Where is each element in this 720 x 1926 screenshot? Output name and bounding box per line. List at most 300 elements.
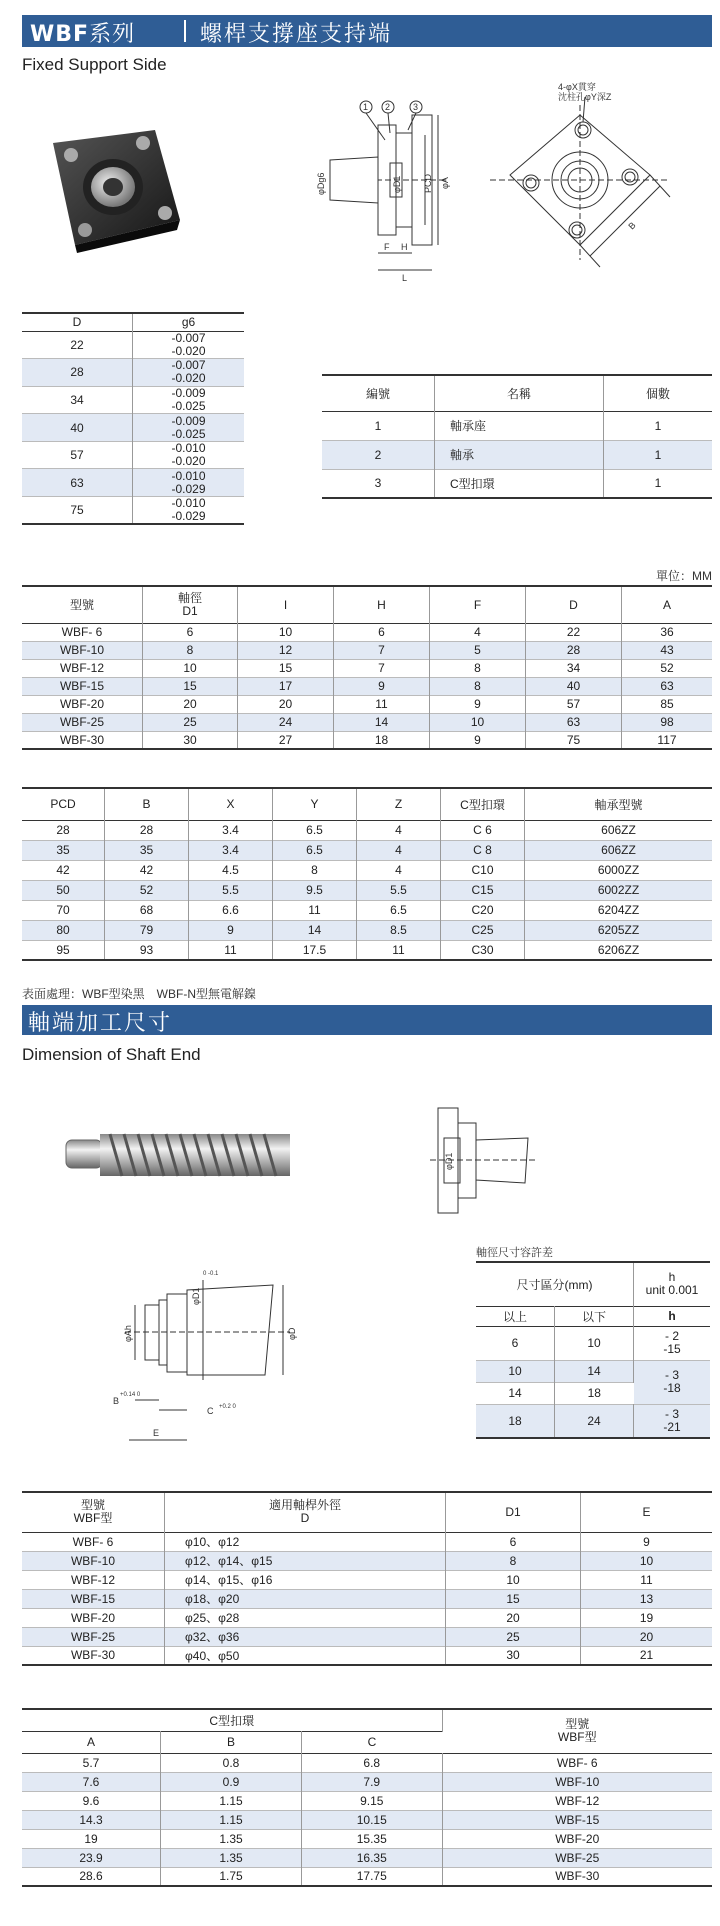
cell-ring-c: 15.35	[302, 1829, 443, 1848]
dim-shaft-e: E	[153, 1428, 160, 1438]
cell-g6	[133, 469, 245, 497]
cell-h-tol	[634, 1360, 711, 1404]
cell-pcd: 50	[22, 880, 105, 900]
cell-d: 28	[22, 359, 133, 387]
cell-z: 4	[357, 860, 441, 880]
cell-above: 6	[476, 1326, 555, 1360]
g6-lower: -0.029	[171, 481, 206, 496]
cell-e: 11	[640, 1572, 653, 1587]
section-title: 螺桿支撐座支持端	[200, 22, 393, 47]
cell-z: 6.5	[357, 900, 441, 920]
cell-ring-model: WBF-15	[555, 1812, 600, 1827]
g6-upper: -0.009	[171, 413, 206, 428]
cell-x: 4.5	[189, 860, 273, 880]
cell-bearing: 6205ZZ	[597, 923, 640, 937]
cell-model: WBF-10	[22, 641, 143, 659]
table-row	[476, 1404, 710, 1438]
cell-a: 98	[660, 715, 674, 729]
header-d1: D1	[182, 603, 198, 618]
table-row	[22, 713, 712, 731]
cell-a: 63	[660, 679, 674, 693]
table-row	[22, 695, 712, 713]
table-row	[22, 331, 244, 359]
cell-f: 5	[430, 641, 526, 659]
cell-ring-c: 7.9	[302, 1772, 443, 1791]
table-row	[22, 359, 244, 387]
cell-shaft-od: φ32、φ36	[165, 1627, 446, 1646]
table-row	[322, 440, 712, 469]
col-header-pcd: PCD	[22, 788, 105, 820]
col-header-i: I	[238, 586, 334, 623]
col-header-ring: C型扣環	[441, 788, 525, 820]
dimension-table-1	[22, 585, 712, 750]
cell-d: 57	[22, 441, 133, 469]
cell-h: 11	[334, 695, 430, 713]
cell-ring: C15	[441, 880, 525, 900]
header-model-cn: 型號	[80, 1498, 105, 1513]
cell-b: 28	[105, 820, 189, 840]
cell-ring-a: 14.3	[22, 1810, 161, 1829]
col-header-above: 以上	[476, 1306, 555, 1326]
cell-x: 6.6	[189, 900, 273, 920]
cell-y: 6.5	[273, 840, 357, 860]
table-row	[22, 1791, 712, 1810]
col-header-d1-2: D1	[446, 1492, 581, 1532]
table-row	[22, 1829, 712, 1848]
cell-f: 4	[430, 623, 526, 641]
cell-ring-a: 9.6	[22, 1791, 161, 1810]
cell-shaft-od: φ10、φ12	[165, 1532, 446, 1551]
cell-y: 9.5	[273, 880, 357, 900]
table-row	[322, 411, 712, 440]
cell-h: 6	[334, 623, 430, 641]
cell-e: 13	[639, 1591, 654, 1606]
cell-ring-b: 0.8	[161, 1753, 302, 1772]
cell-model: WBF-25	[22, 1627, 165, 1646]
cell-d: 63	[526, 713, 622, 731]
table-row	[322, 469, 712, 498]
cell-above: 14	[476, 1382, 555, 1404]
cell-model: WBF-15	[22, 1589, 165, 1608]
cell-d: 28	[526, 641, 622, 659]
g6-lower: -0.025	[171, 426, 206, 441]
cell-h: 14	[334, 713, 430, 731]
unit-note: 單位：MM	[656, 569, 712, 583]
cell-ring-model: WBF-12	[555, 1793, 600, 1808]
cell-model: WBF-30	[22, 731, 143, 749]
cell-d1: 10	[446, 1570, 581, 1589]
cell-a: 52	[660, 661, 674, 675]
cell-d: 75	[526, 731, 622, 749]
cell-pcd: 28	[22, 820, 105, 840]
table-row	[22, 1646, 712, 1665]
col-header-ring-c: C	[367, 1735, 377, 1749]
cell-d1: 6	[446, 1532, 581, 1551]
col-header-model2	[22, 1492, 165, 1532]
table-row	[22, 641, 712, 659]
cell-g6	[133, 497, 245, 525]
g6-upper: -0.007	[171, 330, 206, 345]
dim-b: B	[626, 220, 638, 232]
mount-dim-d1: φD1	[444, 1152, 454, 1170]
cell-z: 4	[357, 840, 441, 860]
cell-i: 15	[238, 659, 334, 677]
cell-b: 35	[105, 840, 189, 860]
hole-note-2: 沈柱孔φY深Z	[558, 92, 612, 102]
table-row	[22, 820, 712, 840]
cell-model: WBF-12	[22, 659, 143, 677]
header-model-type: WBF型	[73, 1511, 113, 1526]
cell-name: 軸承座	[435, 411, 604, 440]
cell-d: 34	[22, 386, 133, 414]
cell-d: 40	[22, 414, 133, 442]
cell-ring-model: WBF- 6	[556, 1755, 598, 1770]
cell-d1: 15	[446, 1589, 581, 1608]
cell-no: 3	[322, 469, 435, 498]
table-row	[476, 1326, 710, 1360]
cell-d1: 10	[143, 659, 238, 677]
g6-lower: -0.020	[171, 454, 206, 469]
cell-d1: 8	[143, 641, 238, 659]
table-row	[22, 677, 712, 695]
cell-g6	[133, 414, 245, 442]
table-row	[22, 920, 712, 940]
cell-b: 42	[105, 860, 189, 880]
cell-d: 22	[22, 331, 133, 359]
header-shaft-d: D	[300, 1511, 310, 1526]
shaft-tolerance-table	[476, 1261, 710, 1439]
cell-d1: 6	[143, 623, 238, 641]
table-row	[22, 1810, 712, 1829]
col-header-model: 型號	[22, 586, 143, 623]
cell-ring: C25	[441, 920, 525, 940]
cell-qty: 1	[654, 476, 662, 491]
banner-divider	[184, 20, 186, 42]
cell-d: 22	[526, 623, 622, 641]
cell-below: 18	[587, 1386, 601, 1400]
table-row	[22, 1570, 712, 1589]
col-header-z: Z	[357, 788, 441, 820]
cell-d: 34	[526, 659, 622, 677]
cell-i: 17	[238, 677, 334, 695]
cell-bearing: 606ZZ	[601, 843, 636, 857]
cell-no: 1	[322, 411, 435, 440]
cell-b: 93	[105, 940, 189, 960]
cell-bearing: 6002ZZ	[597, 883, 640, 897]
cell-pcd: 42	[22, 860, 105, 880]
cell-below: 14	[555, 1360, 634, 1382]
cell-bearing: 606ZZ	[601, 823, 636, 837]
cell-above: 10	[476, 1360, 555, 1382]
table-row	[22, 659, 712, 677]
section-banner-shaft-end	[22, 1005, 712, 1035]
table-row	[22, 860, 712, 880]
col-header-h-unit	[634, 1262, 711, 1306]
col-header-y: Y	[273, 788, 357, 820]
col-header-d: D	[22, 313, 133, 331]
col-header-shaft-od	[165, 1492, 446, 1532]
col-header-e: E	[642, 1505, 651, 1520]
cell-d1: 25	[143, 713, 238, 731]
g6-upper: -0.010	[171, 496, 206, 511]
cell-pcd: 95	[22, 940, 105, 960]
col-header-b: B	[105, 788, 189, 820]
cell-i: 24	[238, 713, 334, 731]
cell-ring-a: 23.9	[22, 1848, 161, 1867]
cell-model: WBF-12	[22, 1570, 165, 1589]
cell-ring-a: 19	[22, 1829, 161, 1848]
cell-bearing: 6206ZZ	[597, 942, 640, 957]
dim-shaft-b: B	[113, 1396, 120, 1406]
table-row	[22, 441, 244, 469]
cell-e: 20	[639, 1629, 654, 1644]
g6-upper: -0.007	[171, 358, 206, 373]
cell-ring-b: 1.35	[161, 1848, 302, 1867]
cell-above: 18	[476, 1404, 555, 1438]
cell-a: 43	[660, 643, 674, 657]
cell-h: 7	[334, 659, 430, 677]
col-header-range: 尺寸區分(mm)	[476, 1262, 634, 1306]
cell-model: WBF- 6	[22, 1532, 165, 1551]
cell-ring-c: 17.75	[302, 1867, 443, 1886]
table-row	[22, 880, 712, 900]
table-row	[22, 1532, 712, 1551]
cell-ring: C 8	[441, 840, 525, 860]
table-row	[22, 731, 712, 749]
hole-note-1: 4-φX貫穿	[558, 82, 596, 92]
cell-x: 9	[189, 920, 273, 940]
col-header-x: X	[189, 788, 273, 820]
cell-z: 11	[357, 940, 441, 960]
col-header-f: F	[430, 586, 526, 623]
cell-ring: C30	[441, 940, 525, 960]
cell-g6	[133, 386, 245, 414]
cell-e: 21	[639, 1648, 654, 1663]
cell-ring-a: 5.7	[22, 1753, 161, 1772]
cell-model: WBF-25	[22, 713, 143, 731]
dim-shaft-c: C	[207, 1406, 214, 1416]
table-row	[22, 1608, 712, 1627]
g6-lower: -0.020	[171, 343, 206, 358]
col-header-bearing: 軸承型號	[594, 797, 643, 812]
col-header-below: 以下	[555, 1306, 634, 1326]
cell-ring-c: 16.35	[302, 1848, 443, 1867]
cell-e: 10	[639, 1553, 654, 1568]
cell-z: 4	[357, 820, 441, 840]
dim-tol-1: 0 -0.1	[203, 1271, 219, 1277]
parts-table	[322, 374, 712, 499]
header-ring-model-type: WBF型	[557, 1730, 597, 1745]
c-ring-table	[22, 1708, 712, 1887]
g6-tolerance-table	[22, 312, 244, 525]
col-header-h: h	[668, 1309, 676, 1323]
tol-table-caption: 軸徑尺寸容許差	[476, 1247, 553, 1259]
cell-f: 8	[430, 677, 526, 695]
cell-model: WBF-20	[22, 1608, 165, 1627]
cell-f: 8	[430, 659, 526, 677]
cell-ring-c: 10.15	[302, 1810, 443, 1829]
cell-shaft-od: φ25、φ28	[165, 1608, 446, 1627]
g6-upper: -0.010	[171, 468, 206, 483]
dim-pcd: PCD	[423, 173, 433, 193]
shaft-end-drawing	[95, 1260, 325, 1450]
cell-bearing: 6204ZZ	[597, 903, 640, 917]
cell-ring-c: 9.15	[302, 1791, 443, 1810]
cell-h: 9	[334, 677, 430, 695]
surface-note: 表面處理：WBF型染黑 WBF-N型無電解鎳	[22, 987, 256, 1001]
dim-shaft-d1: φD1	[191, 1287, 201, 1305]
series-code: WBF系列	[30, 22, 136, 47]
g6-lower: -0.025	[171, 398, 206, 413]
cell-ring-a: 28.6	[22, 1867, 161, 1886]
callout-3: 3	[413, 102, 419, 112]
table-row	[22, 1848, 712, 1867]
col-header-ring-group: C型扣環	[22, 1709, 442, 1731]
cell-d1: 30	[143, 731, 238, 749]
cell-x: 3.4	[189, 840, 273, 860]
cell-y: 14	[273, 920, 357, 940]
dim-tol-2: +0.14 0	[120, 1392, 141, 1398]
cell-i: 10	[238, 623, 334, 641]
col-header-d1	[143, 586, 238, 623]
cell-i: 20	[238, 695, 334, 713]
cell-model: WBF-10	[22, 1551, 165, 1570]
cell-shaft-od: φ14、φ15、φ16	[165, 1570, 446, 1589]
col-header-name: 名稱	[435, 375, 604, 411]
cell-d: 63	[22, 469, 133, 497]
col-header-dd: D	[526, 586, 622, 623]
cell-z: 8.5	[357, 920, 441, 940]
cell-ring-a: 7.6	[22, 1772, 161, 1791]
section2-subtitle: Dimension of Shaft End	[22, 1045, 201, 1064]
cell-h-tol	[634, 1404, 711, 1438]
cell-h: 18	[334, 731, 430, 749]
cell-f: 9	[430, 731, 526, 749]
cell-i: 12	[238, 641, 334, 659]
col-header-a: A	[662, 597, 671, 612]
table-row	[22, 414, 244, 442]
col-header-qty: 個數	[645, 386, 670, 401]
cell-shaft-od: φ40、φ50	[165, 1646, 446, 1665]
dim-f: F	[384, 242, 390, 252]
cell-no: 2	[322, 440, 435, 469]
cell-pcd: 80	[22, 920, 105, 940]
dim-d1: φD1	[392, 175, 402, 193]
cell-x: 5.5	[189, 880, 273, 900]
cell-d1: 30	[446, 1646, 581, 1665]
cell-ring-b: 0.9	[161, 1772, 302, 1791]
section-banner-wbf	[22, 15, 712, 47]
table-row	[22, 900, 712, 920]
header-unit: unit 0.001	[645, 1283, 699, 1298]
header-ring-model-cn: 型號	[565, 1717, 590, 1732]
cell-d1: 15	[143, 677, 238, 695]
h-lower: -21	[663, 1419, 681, 1434]
cell-pcd: 70	[22, 900, 105, 920]
cell-ring: C10	[441, 860, 525, 880]
cell-h: 7	[334, 641, 430, 659]
cell-y: 17.5	[273, 940, 357, 960]
cell-x: 11	[189, 940, 273, 960]
cell-b: 79	[105, 920, 189, 940]
cell-model: WBF-15	[22, 677, 143, 695]
cell-model: WBF-30	[22, 1646, 165, 1665]
cell-ring: C 6	[441, 820, 525, 840]
cell-ring-b: 1.15	[161, 1791, 302, 1810]
table-row	[22, 1551, 712, 1570]
table-row	[22, 840, 712, 860]
cell-y: 6.5	[273, 820, 357, 840]
dimension-table-2	[22, 787, 712, 961]
g6-lower: -0.029	[171, 509, 206, 524]
h-upper: - 3	[664, 1406, 679, 1421]
cell-z: 5.5	[357, 880, 441, 900]
table-row	[22, 940, 712, 960]
h-lower: -15	[663, 1342, 681, 1356]
cell-d: 75	[22, 497, 133, 525]
cell-y: 11	[273, 900, 357, 920]
cell-ring-b: 1.35	[161, 1829, 302, 1848]
cell-g6	[133, 331, 245, 359]
cell-model: WBF-20	[22, 695, 143, 713]
col-header-no: 編號	[322, 375, 435, 411]
header-shaft-dia: 軸徑	[177, 590, 202, 605]
table-row	[22, 623, 712, 641]
cell-pcd: 35	[22, 840, 105, 860]
cell-b: 68	[105, 900, 189, 920]
header-shaft-od: 適用軸桿外徑	[268, 1498, 341, 1513]
cell-d1: 8	[446, 1551, 581, 1570]
cell-e: 9	[643, 1534, 650, 1549]
cell-d1: 25	[446, 1627, 581, 1646]
g6-upper: -0.010	[171, 441, 206, 456]
cell-ring-model: WBF-25	[555, 1850, 600, 1865]
cell-ring: C20	[441, 900, 525, 920]
col-header-ring-b: B	[161, 1731, 302, 1753]
g6-lower: -0.020	[171, 371, 206, 386]
cell-i: 27	[238, 731, 334, 749]
col-header-ring-model	[442, 1709, 712, 1753]
cell-h-tol	[634, 1326, 711, 1360]
cell-g6	[133, 441, 245, 469]
dim-ah: φAh	[123, 1325, 133, 1342]
cell-ring-model: WBF-20	[555, 1831, 600, 1846]
cell-b: 52	[105, 880, 189, 900]
callout-1: 1	[363, 102, 369, 112]
table-row	[476, 1360, 710, 1382]
cell-name: C型扣環	[435, 469, 604, 498]
cell-e: 19	[639, 1610, 654, 1625]
h-upper: - 2	[664, 1329, 679, 1343]
cell-g6	[133, 359, 245, 387]
shaft-size-table	[22, 1491, 712, 1666]
cell-name: 軸承	[435, 440, 604, 469]
cell-f: 9	[430, 695, 526, 713]
cell-d: 40	[526, 677, 622, 695]
dim-d-g6: φDg6	[316, 172, 326, 195]
cell-y: 8	[273, 860, 357, 880]
table-row	[22, 1772, 712, 1791]
dim-tol-3: +0.2 0	[219, 1404, 236, 1410]
dim-a: φA	[440, 177, 450, 189]
section2-title: 軸端加工尺寸	[28, 1011, 173, 1036]
table-row	[22, 1627, 712, 1646]
h-lower: -18	[663, 1381, 681, 1395]
cell-d1: 20	[143, 695, 238, 713]
g6-upper: -0.009	[171, 385, 206, 400]
cell-a: 85	[660, 697, 674, 711]
col-header-h: H	[334, 586, 430, 623]
